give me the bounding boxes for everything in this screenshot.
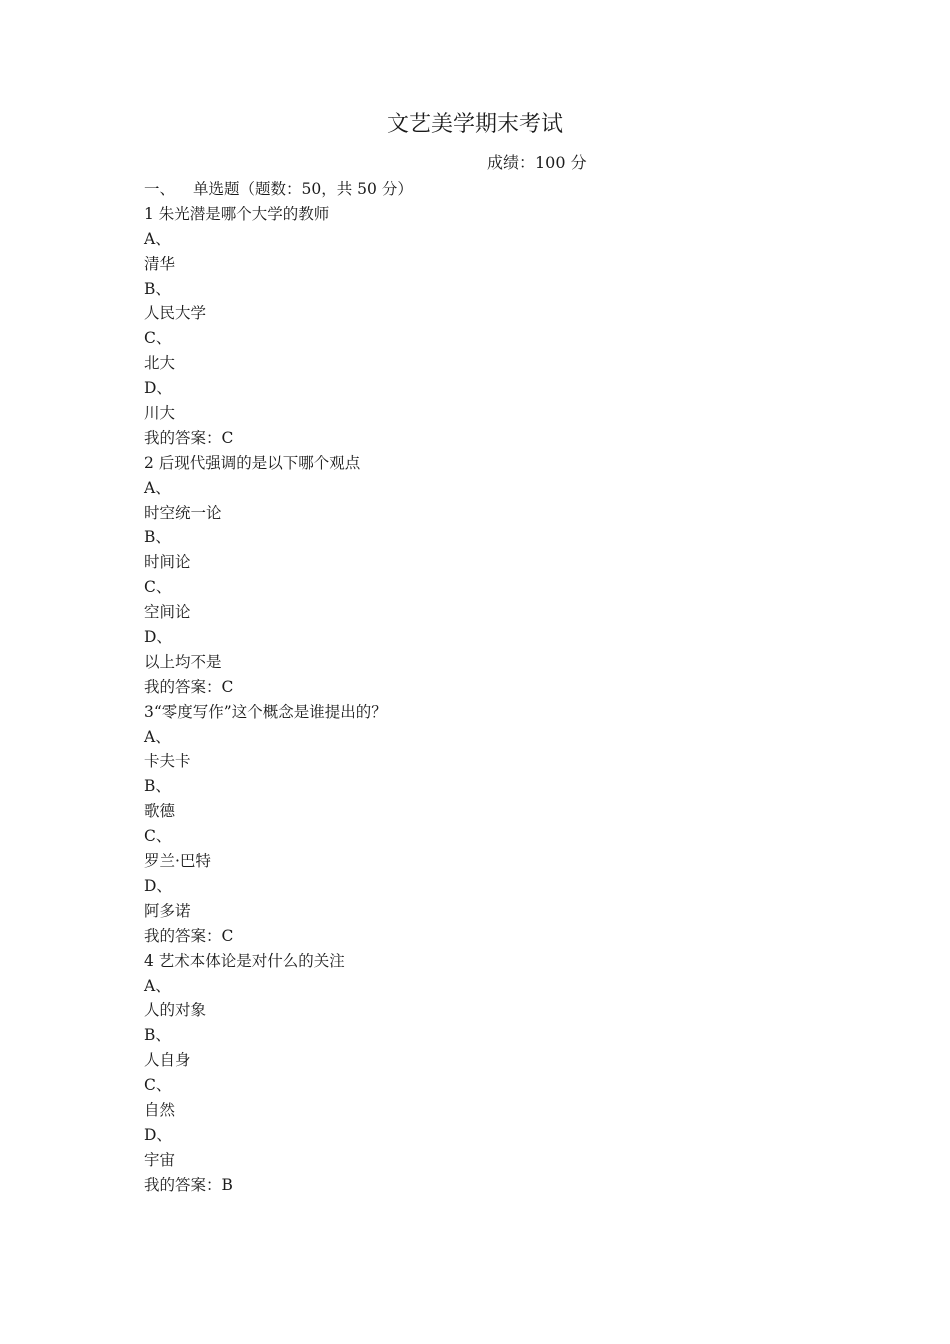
question-4 [144, 949, 844, 1198]
page-title: 文艺美学期末考试 [386, 112, 563, 137]
option-label: D、 [144, 1125, 172, 1144]
option-label: C、 [144, 1076, 172, 1095]
exam-content [144, 177, 844, 1198]
option-text: 空间论 [144, 603, 191, 622]
option-text: 清华 [144, 254, 176, 273]
option-text: 自然 [144, 1100, 176, 1119]
option-text: 人自身 [144, 1051, 191, 1070]
option-label: B、 [144, 777, 171, 796]
option-label: A、 [144, 976, 171, 995]
question-2 [144, 451, 844, 700]
answer-text: 我的答案：C [144, 428, 234, 447]
option-text: 时空统一论 [144, 503, 222, 522]
option-text: 罗兰·巴特 [144, 852, 211, 871]
option-text: 北大 [144, 354, 176, 373]
section-heading [144, 177, 844, 202]
option-label: D、 [144, 876, 172, 895]
section-title: 单选题（题数：50，共 50 分） [193, 180, 413, 198]
question-text: 1 朱光潜是哪个大学的教师 [144, 204, 330, 223]
question-text: 3“零度写作”这个概念是谁提出的？ [144, 702, 387, 721]
option-text: 时间论 [144, 553, 191, 572]
option-label: A、 [144, 727, 171, 746]
option-text: 川大 [144, 404, 176, 423]
answer-text: 我的答案：C [144, 677, 234, 696]
option-text: 宇宙 [144, 1150, 176, 1169]
option-label: B、 [144, 279, 171, 298]
answer-text: 我的答案：B [144, 1175, 233, 1194]
option-label: D、 [144, 628, 172, 647]
question-text: 4 艺术本体论是对什么的关注 [144, 951, 345, 970]
option-text: 以上均不是 [144, 652, 222, 671]
option-text: 歌德 [144, 802, 176, 821]
section-number: 一、 [144, 180, 176, 198]
option-label: A、 [144, 478, 171, 497]
question-text: 2 后现代强调的是以下哪个观点 [144, 453, 361, 472]
option-label: B、 [144, 1026, 171, 1045]
option-label: B、 [144, 528, 171, 547]
option-text: 人的对象 [144, 1001, 207, 1020]
question-1 [144, 202, 844, 451]
option-text: 阿多诺 [144, 901, 191, 920]
option-label: C、 [144, 578, 172, 597]
option-text: 人民大学 [144, 304, 207, 323]
option-text: 卡夫卡 [144, 752, 191, 771]
answer-text: 我的答案：C [144, 926, 234, 945]
option-label: C、 [144, 827, 172, 846]
option-label: C、 [144, 329, 172, 348]
score-text: 成绩：100 分 [487, 153, 587, 172]
option-label: D、 [144, 379, 172, 398]
option-label: A、 [144, 229, 171, 248]
question-3 [144, 700, 844, 949]
